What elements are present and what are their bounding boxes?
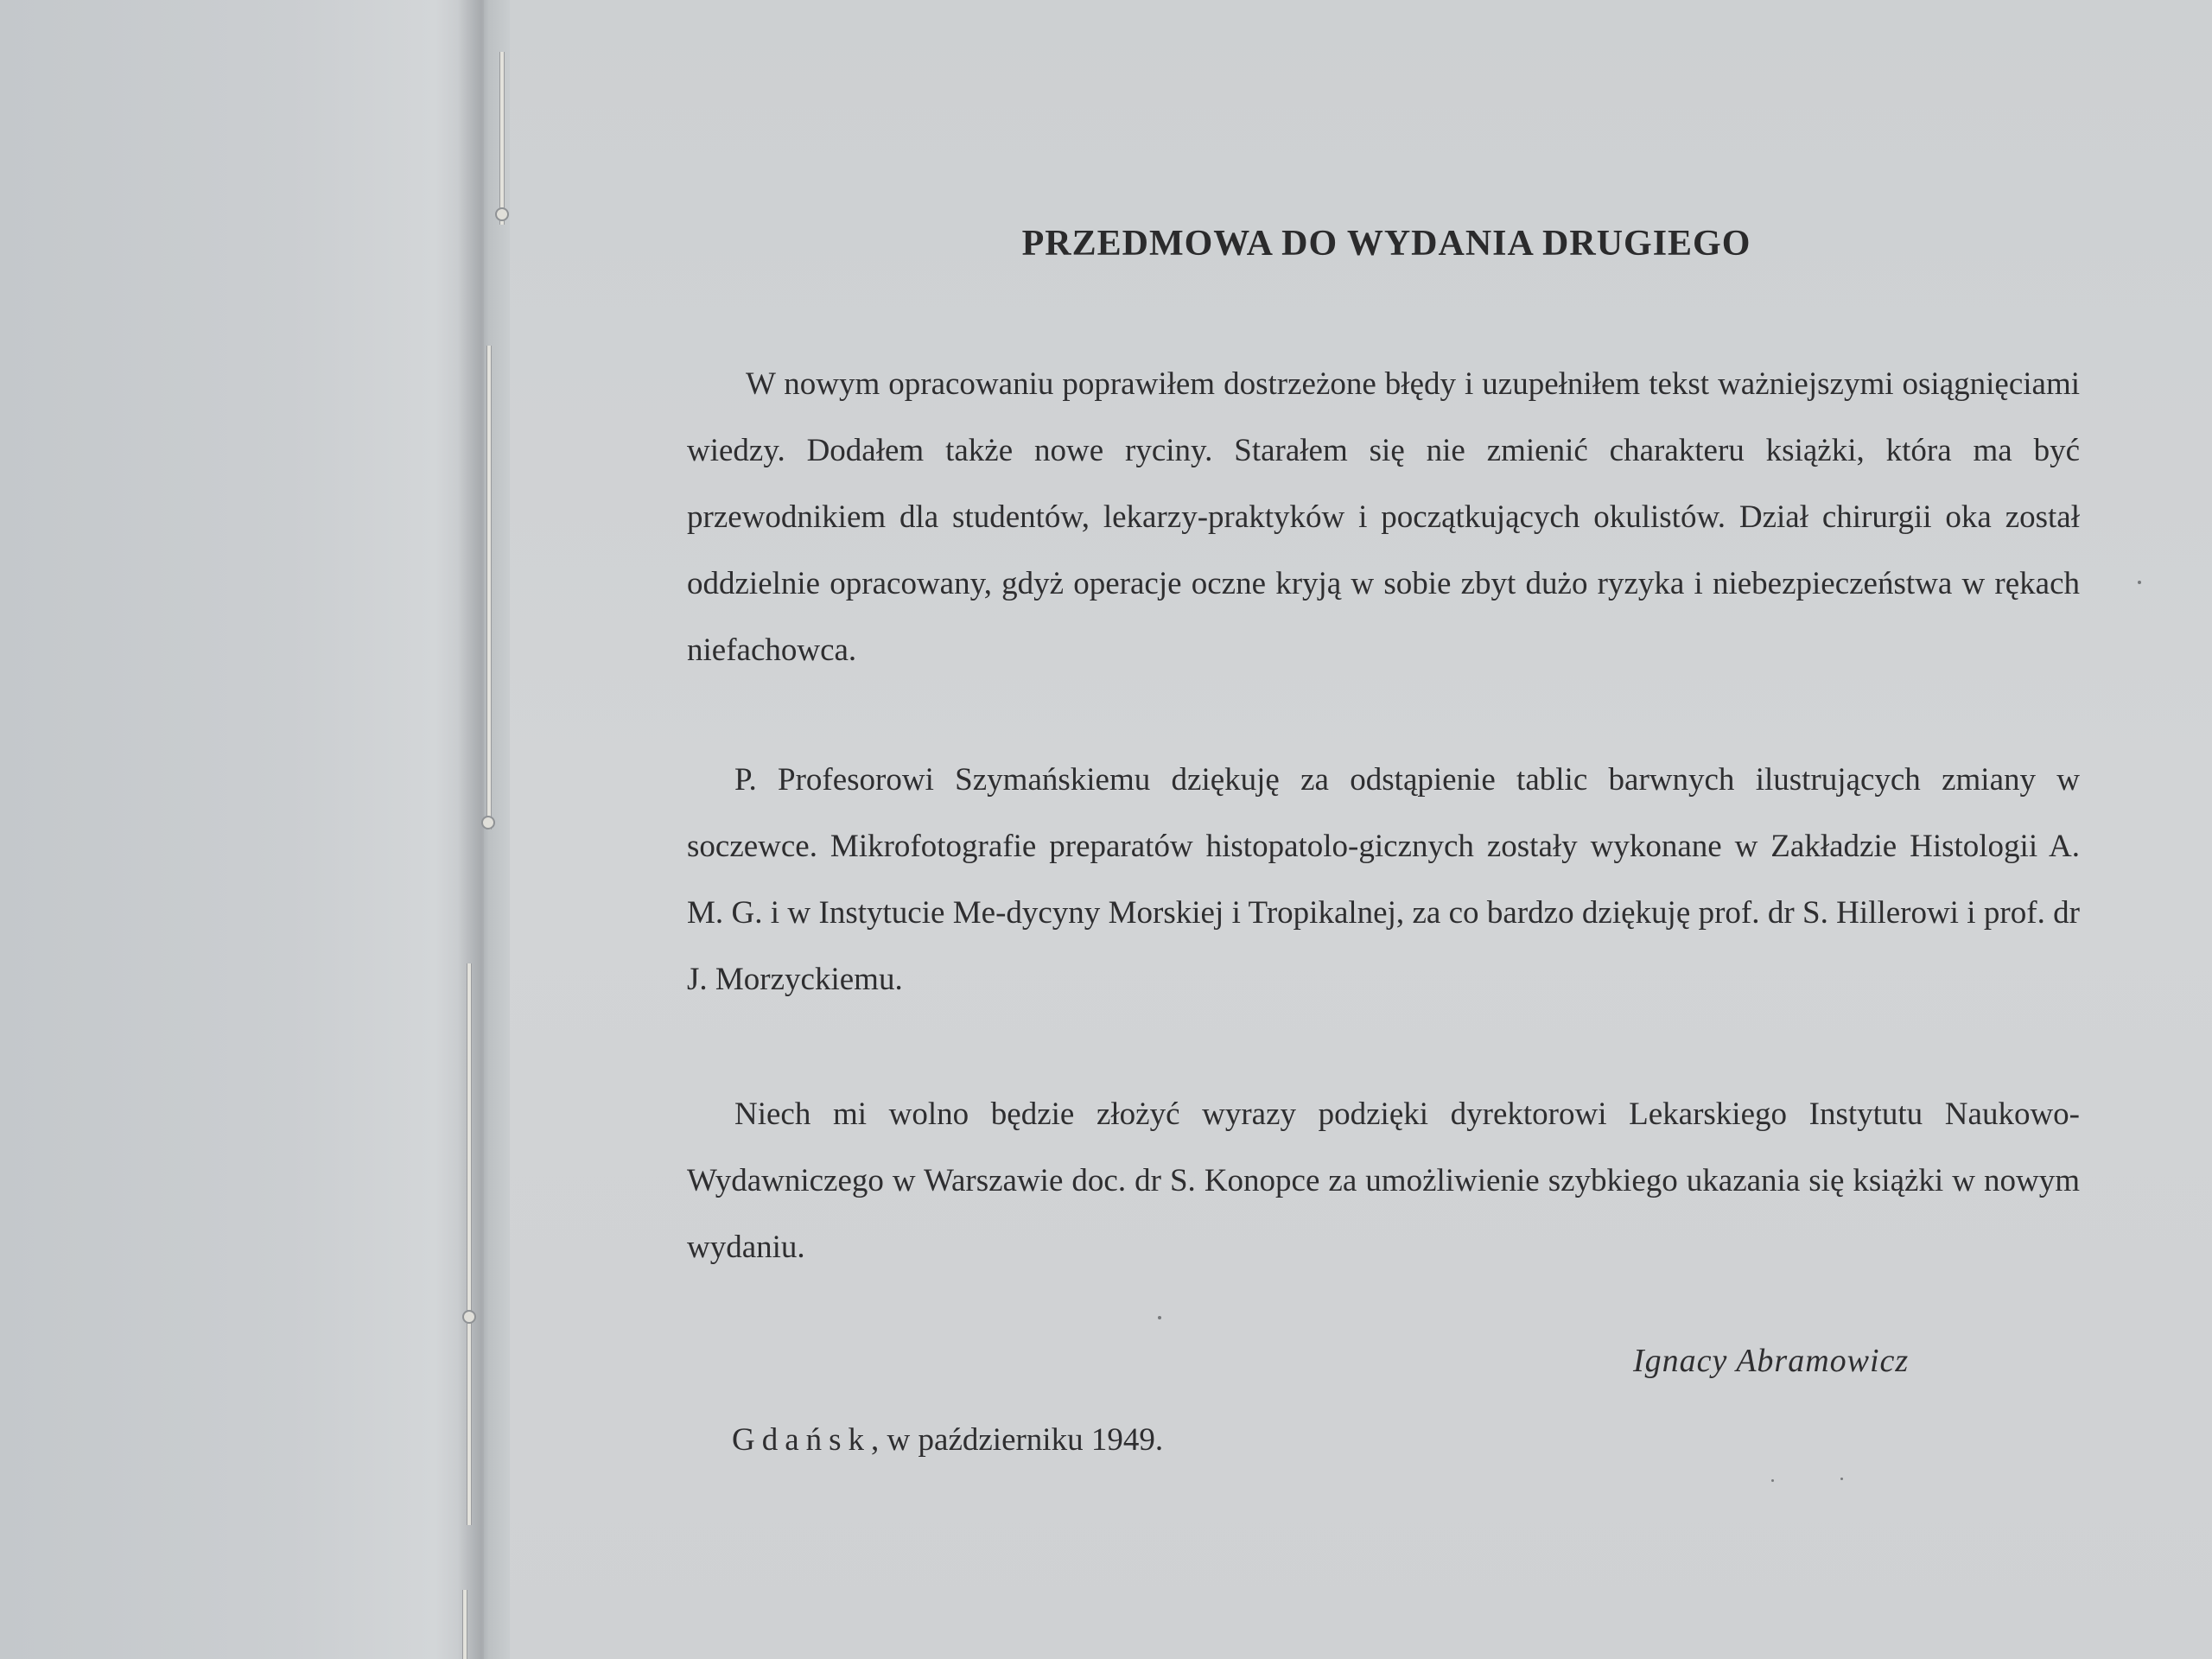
left-blank-page	[0, 0, 484, 1659]
paper-speck	[1840, 1478, 1843, 1480]
preface-paragraph-1: W nowym opracowaniu poprawiłem dostrzeżone błędy i uzupełniłem tekst ważniejszymi osiągnięciami wiedzy. Dodałem także nowe ryciny. Starałem się nie zmienić charakteru książki, która ma być przewodnikiem dla studentów, lekarzy-praktyków i początkujących okulistów. Dział chirurgii oka został oddzielnie opracowany, gdyż operacje oczne kryją w sobie zbyt dużo ryzyka i niebezpieczeństwa w rękach niefachowca.	[687, 366, 2080, 668]
binding-thread	[499, 52, 505, 225]
paper-speck	[2138, 581, 2141, 584]
binding-thread	[486, 346, 492, 830]
binding-stitch	[481, 816, 495, 830]
binding-stitch	[462, 1310, 476, 1324]
binding-stitch	[495, 207, 509, 221]
paper-speck	[1771, 1479, 1774, 1482]
place-name: Gdańsk	[732, 1422, 872, 1458]
book-gutter	[458, 0, 510, 1659]
preface-paragraph-2: P. Profesorowi Szymańskiemu dziękuję za odstąpienie tablic barwnych ilustrujących zmiany w soczewce. Mikrofotografie preparatów histopatolo-gicznych zostały wykonane w Zakładzie Histologii A. M. G. i w Instytucie Me-dycyny Morskiej i Tropikalnej, za co bardzo dziękuję prof. dr S. Hillerowi i prof. dr J. Morzyckiemu.	[687, 762, 2080, 997]
preface-title: PRZEDMOWA DO WYDANIA DRUGIEGO	[1021, 224, 1751, 264]
preface-paragraph-3: Niech mi wolno będzie złożyć wyrazy podzięki dyrektorowi Lekarskiego Instytutu Naukowo-Wydawniczego w Warszawie doc. dr S. Konopce za umożliwienie szybkiego ukazania się książki w nowym wydaniu.	[687, 1096, 2080, 1265]
binding-thread	[462, 1590, 467, 1659]
place-and-date	[732, 1421, 1163, 1459]
binding-thread	[467, 963, 472, 1525]
author-signature: Ignacy Abramowicz	[1633, 1343, 1910, 1379]
paper-speck	[1158, 1316, 1161, 1319]
date-text: , w październiku 1949.	[871, 1422, 1164, 1458]
